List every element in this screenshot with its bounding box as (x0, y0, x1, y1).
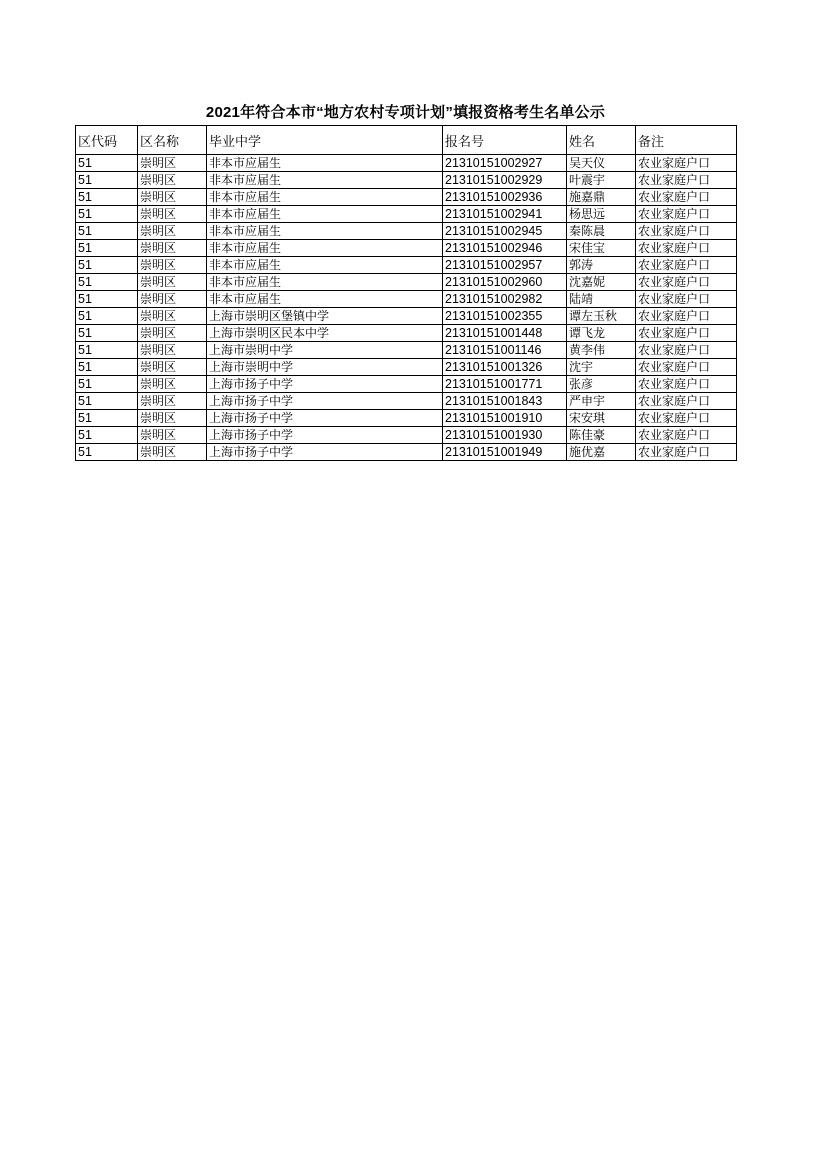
cell-graduating-school: 非本市应届生 (207, 189, 443, 206)
cell-remarks: 农业家庭户口 (636, 291, 737, 308)
cell-name: 张彦 (567, 376, 636, 393)
table-row (76, 189, 737, 206)
cell-registration-number: 21310151001930 (443, 427, 567, 444)
cell-name: 杨思远 (567, 206, 636, 223)
cell-district-name: 崇明区 (138, 240, 207, 257)
cell-graduating-school: 上海市扬子中学 (207, 393, 443, 410)
cell-district-name: 崇明区 (138, 359, 207, 376)
cell-remarks: 农业家庭户口 (636, 172, 737, 189)
cell-name: 黄李伟 (567, 342, 636, 359)
cell-district-code: 51 (76, 376, 138, 393)
header-district-name: 区名称 (138, 126, 207, 155)
cell-remarks: 农业家庭户口 (636, 342, 737, 359)
table-row (76, 223, 737, 240)
cell-registration-number: 21310151002927 (443, 155, 567, 172)
cell-district-code: 51 (76, 308, 138, 325)
cell-district-code: 51 (76, 444, 138, 461)
cell-registration-number: 21310151001448 (443, 325, 567, 342)
table-row (76, 444, 737, 461)
cell-district-name: 崇明区 (138, 291, 207, 308)
cell-district-code: 51 (76, 359, 138, 376)
cell-registration-number: 21310151001910 (443, 410, 567, 427)
cell-name: 沈宇 (567, 359, 636, 376)
cell-remarks: 农业家庭户口 (636, 410, 737, 427)
cell-graduating-school: 上海市扬子中学 (207, 444, 443, 461)
cell-registration-number: 21310151001326 (443, 359, 567, 376)
table-row (76, 291, 737, 308)
cell-remarks: 农业家庭户口 (636, 393, 737, 410)
cell-district-code: 51 (76, 342, 138, 359)
cell-district-name: 崇明区 (138, 189, 207, 206)
table-row (76, 410, 737, 427)
cell-district-code: 51 (76, 410, 138, 427)
table-body (76, 155, 737, 461)
cell-graduating-school: 非本市应届生 (207, 291, 443, 308)
cell-remarks: 农业家庭户口 (636, 206, 737, 223)
header-remarks: 备注 (636, 126, 737, 155)
cell-remarks: 农业家庭户口 (636, 240, 737, 257)
cell-district-name: 崇明区 (138, 308, 207, 325)
cell-registration-number: 21310151001843 (443, 393, 567, 410)
cell-district-name: 崇明区 (138, 325, 207, 342)
cell-district-code: 51 (76, 223, 138, 240)
table-row (76, 427, 737, 444)
table-row (76, 342, 737, 359)
cell-registration-number: 21310151001771 (443, 376, 567, 393)
cell-graduating-school: 上海市崇明中学 (207, 359, 443, 376)
cell-remarks: 农业家庭户口 (636, 376, 737, 393)
cell-graduating-school: 非本市应届生 (207, 240, 443, 257)
cell-district-code: 51 (76, 325, 138, 342)
cell-district-code: 51 (76, 189, 138, 206)
cell-graduating-school: 非本市应届生 (207, 155, 443, 172)
cell-graduating-school: 上海市扬子中学 (207, 376, 443, 393)
cell-district-code: 51 (76, 274, 138, 291)
cell-district-code: 51 (76, 257, 138, 274)
cell-remarks: 农业家庭户口 (636, 155, 737, 172)
header-district-code: 区代码 (76, 126, 138, 155)
cell-graduating-school: 上海市扬子中学 (207, 410, 443, 427)
cell-remarks: 农业家庭户口 (636, 325, 737, 342)
cell-graduating-school: 非本市应届生 (207, 223, 443, 240)
cell-graduating-school: 非本市应届生 (207, 257, 443, 274)
cell-remarks: 农业家庭户口 (636, 427, 737, 444)
table-row (76, 359, 737, 376)
cell-name: 谭左玉秋 (567, 308, 636, 325)
cell-remarks: 农业家庭户口 (636, 257, 737, 274)
cell-remarks: 农业家庭户口 (636, 308, 737, 325)
cell-registration-number: 21310151002957 (443, 257, 567, 274)
cell-district-code: 51 (76, 172, 138, 189)
table-row (76, 155, 737, 172)
cell-district-name: 崇明区 (138, 155, 207, 172)
cell-name: 陆靖 (567, 291, 636, 308)
cell-registration-number: 21310151002945 (443, 223, 567, 240)
cell-district-name: 崇明区 (138, 257, 207, 274)
cell-district-name: 崇明区 (138, 444, 207, 461)
cell-district-name: 崇明区 (138, 206, 207, 223)
cell-graduating-school: 非本市应届生 (207, 206, 443, 223)
table-row (76, 274, 737, 291)
cell-district-name: 崇明区 (138, 376, 207, 393)
cell-district-name: 崇明区 (138, 393, 207, 410)
cell-district-code: 51 (76, 393, 138, 410)
cell-name: 陈佳豪 (567, 427, 636, 444)
cell-district-name: 崇明区 (138, 172, 207, 189)
cell-district-name: 崇明区 (138, 427, 207, 444)
table-row (76, 240, 737, 257)
cell-name: 施嘉鼎 (567, 189, 636, 206)
cell-district-code: 51 (76, 427, 138, 444)
header-name: 姓名 (567, 126, 636, 155)
table-row (76, 257, 737, 274)
header-graduating-school: 毕业中学 (207, 126, 443, 155)
cell-district-code: 51 (76, 240, 138, 257)
cell-graduating-school: 上海市扬子中学 (207, 427, 443, 444)
cell-registration-number: 21310151002936 (443, 189, 567, 206)
table-row (76, 206, 737, 223)
cell-graduating-school: 非本市应届生 (207, 274, 443, 291)
cell-district-code: 51 (76, 155, 138, 172)
cell-name: 秦陈晨 (567, 223, 636, 240)
cell-name: 郭涛 (567, 257, 636, 274)
cell-name: 宋安琪 (567, 410, 636, 427)
cell-name: 施优嘉 (567, 444, 636, 461)
cell-graduating-school: 上海市崇明中学 (207, 342, 443, 359)
table-row (76, 172, 737, 189)
cell-registration-number: 21310151002355 (443, 308, 567, 325)
cell-remarks: 农业家庭户口 (636, 444, 737, 461)
cell-graduating-school: 上海市崇明区堡镇中学 (207, 308, 443, 325)
cell-remarks: 农业家庭户口 (636, 189, 737, 206)
cell-district-code: 51 (76, 291, 138, 308)
table-row (76, 308, 737, 325)
cell-remarks: 农业家庭户口 (636, 274, 737, 291)
cell-registration-number: 21310151002946 (443, 240, 567, 257)
header-registration-number: 报名号 (443, 126, 567, 155)
cell-name: 叶震宇 (567, 172, 636, 189)
candidate-table (75, 125, 737, 461)
cell-registration-number: 21310151001949 (443, 444, 567, 461)
cell-district-name: 崇明区 (138, 410, 207, 427)
cell-name: 沈嘉妮 (567, 274, 636, 291)
cell-district-name: 崇明区 (138, 342, 207, 359)
cell-name: 谭飞龙 (567, 325, 636, 342)
cell-registration-number: 21310151002941 (443, 206, 567, 223)
page-title: 2021年符合本市“地方农村专项计划”填报资格考生名单公示 (205, 104, 606, 121)
table-header-row (76, 126, 737, 155)
table-row (76, 393, 737, 410)
cell-registration-number: 21310151001146 (443, 342, 567, 359)
cell-remarks: 农业家庭户口 (636, 223, 737, 240)
cell-district-name: 崇明区 (138, 223, 207, 240)
cell-name: 吴天仪 (567, 155, 636, 172)
table-row (76, 325, 737, 342)
cell-registration-number: 21310151002929 (443, 172, 567, 189)
cell-remarks: 农业家庭户口 (636, 359, 737, 376)
cell-registration-number: 21310151002960 (443, 274, 567, 291)
cell-district-code: 51 (76, 206, 138, 223)
cell-graduating-school: 非本市应届生 (207, 172, 443, 189)
cell-graduating-school: 上海市崇明区民本中学 (207, 325, 443, 342)
cell-name: 宋佳宝 (567, 240, 636, 257)
cell-district-name: 崇明区 (138, 274, 207, 291)
cell-name: 严申宇 (567, 393, 636, 410)
table-row (76, 376, 737, 393)
cell-registration-number: 21310151002982 (443, 291, 567, 308)
